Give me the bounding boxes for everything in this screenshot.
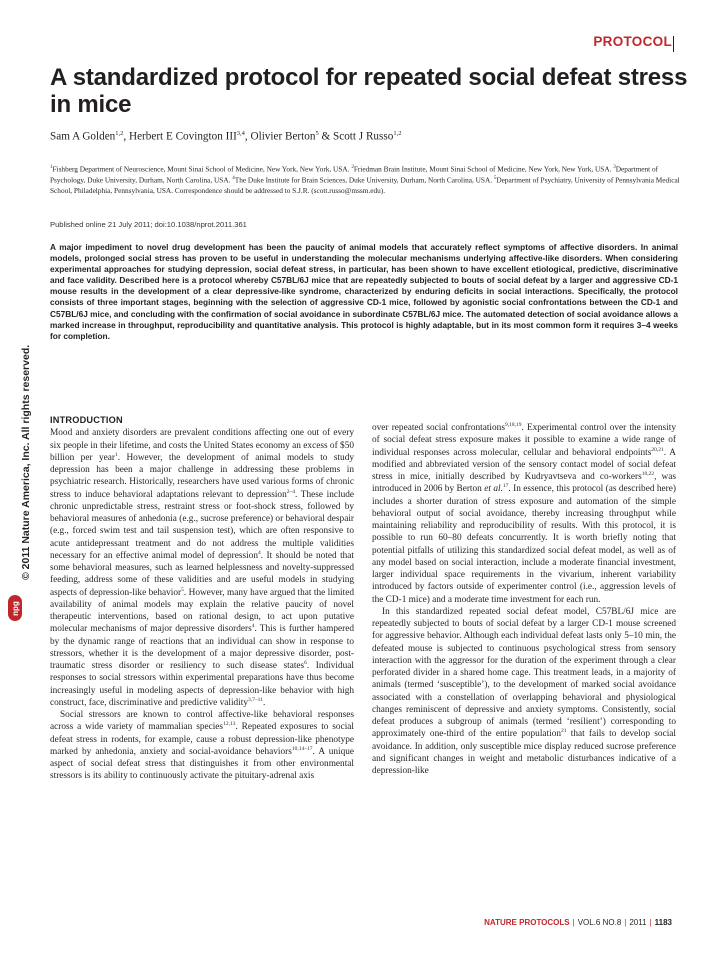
citation-ref: 5 <box>181 586 184 593</box>
author-affiliation-mark: 3,4 <box>236 130 245 137</box>
abstract: A major impediment to novel drug development has been the paucity of animal models that accurately reflect symptoms of affective disorders. In animal models, prolonged social stress has proven to be useful in understanding the molecular mechanisms underlying affective-like disorders. When considering experimental approaches for studying depression, social defeat stress, in particular, has been shown to have excellent etiological, predictive, discriminative and face validity. Described here is a protocol whereby C57BL/6J mice that are repeatedly subjected to bouts of social defeat by a larger and aggressive CD-1 mouse results in the development of a clear depressive-like syndrome, characterized by enduring deficits in social interactions. Specifically, the protocol consists of three important stages, beginning with the selection of aggressive CD-1 mice, followed by agonistic social confrontations between the CD-1 and C57BL/6J mice, and concluding with the confirmation of social avoidance in subordinate C57BL/6J mice. The automated detection of social avoidance allows a marked increase in throughput, reproducibility and quantitative analysis. This protocol is highly adaptable, but in its most common form it requires 3–4 weeks for completion. <box>50 242 678 341</box>
body-text: . However, many have argued that the limited availability of animal models may explain the relative paucity of novel therapeutic interventions, based on rational design, to act upon putative molecular mechanisms of major depressive disorders <box>50 587 354 635</box>
footer-volume: VOL.6 NO.8 <box>577 918 622 927</box>
affiliation-number: 5 <box>493 176 497 182</box>
npg-logo-text: npg <box>10 600 20 616</box>
body-text: Social stressors are known to control affective-like behavioral responses across a wide variety of mammalian species <box>50 710 354 733</box>
citation-ref: 4 <box>251 623 255 630</box>
section-label-rule <box>673 36 674 52</box>
citation-ref: 3,7–11 <box>248 696 263 703</box>
citation-ref: 21 <box>561 728 567 735</box>
affiliation-number: 4 <box>232 176 235 182</box>
body-text: , was introduced in 2006 by Berton <box>372 472 677 495</box>
npg-logo-icon <box>8 595 22 621</box>
affiliation-number: 1 <box>50 165 53 170</box>
author-list <box>50 130 401 143</box>
body-text: . A unique aspect of social defeat stress that distinguishes it from other environmental stressors is its ability to continuously activate the pituitary-adrenal axis <box>50 746 354 782</box>
footer-journal: NATURE PROTOCOLS <box>484 918 570 927</box>
affiliation-text: Department of Psychology, Duke University, Durham, North Carolina, USA. <box>50 164 659 185</box>
section-heading-introduction: INTRODUCTION <box>50 415 123 425</box>
body-text: . Individual responses to social stressors within experimental preparations have thus become increasingly useful in modeling aspects of depression-like behavior with high construct, face, discriminative and predictive validity <box>50 661 354 708</box>
affiliation-text: Fishberg Department of Neuroscience, Mount Sinai School of Medicine, New York, New York, USA. <box>52 164 352 174</box>
affiliation-text: The Duke Institute for Brain Sciences, Duke University, Durham, North Carolina, USA. <box>234 175 494 185</box>
body-text: . <box>262 697 266 708</box>
published-line: Published online 21 July 2011; doi:10.1038/nprot.2011.361 <box>50 220 247 229</box>
body-text: . In essence, this protocol (as described here) includes a shorter duration of stress exposure and automation of the simple behavioral output of social avoidance, thereby increasing throughput while maintaining reliability and reproducibility of results. With this protocol, it is possible to run 60–80 defeats concurrently. It is worth briefly noting that potential pitfalls of utilizing this standardized social defeat model, as well as of any model based on social interaction, include a moderate financial investment, larger individual space requirements in the vivarium, inherent variability introduced by factors outside of experimenter control (i.e., aggression levels of the CD-1 mice) and a moderate time investment for each run. <box>372 484 676 605</box>
affiliation-number: 2 <box>351 165 354 170</box>
body-text: that fails to develop social avoidance. In addition, only susceptible mice display reduced sucrose preference and significant changes in weight and metabolic disturbances indicative of a depression-like <box>372 729 676 776</box>
body-column-right <box>372 422 676 777</box>
citation-ref: 12,13 <box>223 721 236 728</box>
body-text: . It should be noted that some behavioral measures, such as learned helplessness and novelty-suppressed feeding, address some of these validities and are useful models in studying aspects of depression-like behavior <box>50 550 355 598</box>
author-affiliation-mark: 5 <box>315 130 319 137</box>
author-name: Herbert E Covington III <box>128 130 237 143</box>
affiliation-text: Department of Psychiatry, University of Pennsylvania Medical School, Philadelphia, Pennsylvania, USA. Correspondence should be addressed to S.J.R. (scott.russo@mssm.edu). <box>50 175 680 195</box>
author-separator: , <box>244 130 251 143</box>
body-text: Mood and anxiety disorders are prevalent conditions affecting one out of every six people in their lifetime, and costs the United States economy an excess of $50 billion per year <box>50 428 354 463</box>
citation-ref: 17 <box>502 483 509 490</box>
footer-year: 2011 <box>629 918 647 927</box>
citation-ref: 9,18,19 <box>504 421 522 428</box>
copyright-notice <box>8 340 32 580</box>
affiliations <box>50 163 680 196</box>
page-footer: NATURE PROTOCOLS | VOL.6 NO.8 | 2011 | 1183 <box>484 918 672 927</box>
body-text: . However, the development of animal models to study depression has been a major challenge in addressing these problems in psychiatric research. Historically, researchers have used various forms of chronic stress to induce behavioral adaptations relevant to depression <box>50 452 354 500</box>
citation-ref: 6 <box>304 659 307 666</box>
citation-ref: 10,14–17 <box>291 745 313 752</box>
author-affiliation-mark: 1,2 <box>393 130 402 137</box>
citation-ref: 10,22 <box>641 470 655 477</box>
citation-ref: 20,21 <box>651 446 664 453</box>
section-label: PROTOCOL <box>593 34 672 49</box>
affiliation-number: 3 <box>613 165 616 170</box>
body-text: . Experimental control over the intensity of social defeat stress exposure makes it possible to examine a wide range of individual responses across molecular, cellular and behavioral endpoints <box>372 423 676 458</box>
author-affiliation-mark: 1,2 <box>115 130 124 137</box>
body-paragraph <box>372 422 676 606</box>
body-paragraph <box>50 709 354 783</box>
citation-ref: 1 <box>114 451 118 458</box>
body-paragraph <box>372 606 676 778</box>
body-column-left <box>50 414 354 783</box>
author-name: Olivier Berton <box>250 130 316 143</box>
article-title: A standardized protocol for repeated social defeat stress in mice <box>50 64 688 118</box>
body-text: . These include chronic unpredictable stress, restraint stress or foot-shock stress, followed by behavioral measures of anhedonia (e.g., sucrose preference) or behavioral despair (e.g., forced swim test and tail suspension test), which are often responsive to acute antidepressant treatment and do not address the multiple validities necessary for an effective animal model of depression <box>50 489 355 561</box>
copyright-text: © 2011 Nature America, Inc. All rights reserved. <box>20 344 32 580</box>
body-text: over repeated social confrontations <box>372 423 505 433</box>
body-text: . Repeated exposures to social defeat stress in rodents, for example, cause a robust depression-like phenotype marked by anhedonia, anxiety and social-avoidance behaviors <box>50 722 354 757</box>
footer-page-number: 1183 <box>654 918 672 927</box>
citation-ref: 2–4 <box>286 488 295 495</box>
body-text: In this standardized repeated social defeat model, C57BL/6J mice are repeatedly subjected to bouts of social defeat by a larger CD-1 mouse screened for aggressive behavior. Although each individual defeat lasts only 5–10 min, the defeated mouse is subjected to continuous psychological stress from sensory interaction with the aggressor for the duration of the experiment through a clear perforated divider in a shared home cage. This treatment leads, in a majority of animals (termed ‘susceptible’), to the development of marked social avoidance associated with a constellation of overlapping behavioral and physiological changes reminiscent of depressive and anxiety symptoms. Consistently, social defeat produces a subgroup of animals (termed ‘resilient’) corresponding to approximately one-third of the entire population <box>372 606 676 740</box>
affiliation-text: Friedman Brain Institute, Mount Sinai School of Medicine, New York, New York, USA. <box>353 164 614 174</box>
author-separator: & <box>318 130 333 143</box>
body-paragraph <box>50 427 354 709</box>
body-text: . A modified and abbreviated version of the sensory contact model of social defeat stress in mice, initially described by Kudryavtseva and co-workers <box>372 447 677 482</box>
author-name: Scott J Russo <box>333 130 394 143</box>
citation-ref: 4 <box>258 549 261 556</box>
body-text: . This is further hampered by the dynamic range of reactions that an individual can show in response to stressors, whether it is the development of a major depressive disorder, post-traumatic stress disorder or resiliency to such disease states <box>50 624 354 671</box>
author-name: Sam A Golden <box>50 130 116 143</box>
body-text-italic: et al. <box>484 484 503 495</box>
author-separator: , <box>123 130 129 143</box>
